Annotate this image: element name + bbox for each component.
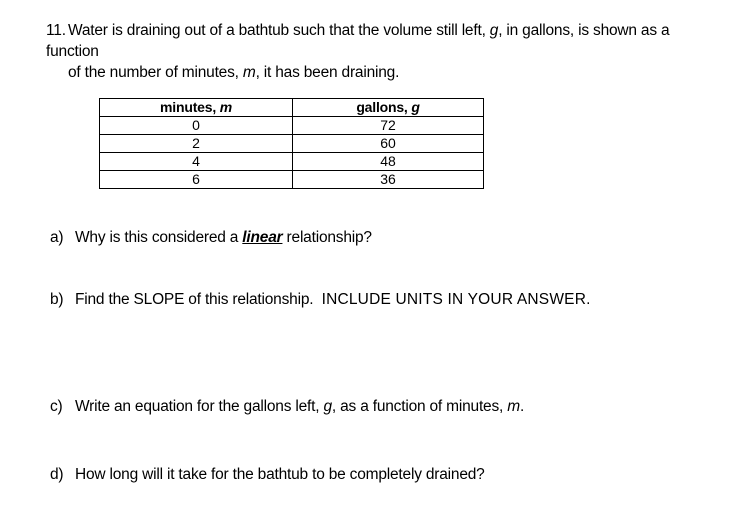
question-c-text-before: Write an equation for the gallons left, [75, 398, 324, 415]
problem-text-2b: , it has been draining. [255, 64, 400, 81]
table-row [100, 117, 484, 135]
problem-text-1b: , in gallons, is shown as a function [46, 22, 670, 60]
header-gallons: gallons, g [293, 99, 484, 117]
question-c [50, 397, 524, 417]
cell-gallons: 36 [293, 171, 484, 189]
table-header-row [100, 99, 484, 117]
question-c-text-after: . [519, 398, 525, 415]
question-a-text-after: relationship? [282, 229, 372, 246]
cell-minutes: 2 [100, 135, 293, 153]
question-a [50, 228, 372, 248]
question-b [50, 290, 591, 310]
question-d-letter: d) [50, 466, 64, 483]
problem-line-1 [46, 20, 726, 62]
question-b-caps: INCLUDE UNITS IN YOUR ANSWER. [321, 291, 591, 308]
question-b-text: Find the SLOPE of this relationship. [75, 291, 322, 308]
problem-text-2a: of the number of minutes, [68, 64, 243, 81]
variable-g: g [489, 22, 499, 39]
data-table [99, 98, 484, 189]
question-a-letter: a) [50, 229, 64, 246]
question-d-text: How long will it take for the bathtub to be completely drained? [75, 466, 485, 483]
table-row [100, 153, 484, 171]
table-row [100, 135, 484, 153]
question-a-emphasis: linear [242, 229, 283, 246]
variable-m: m [242, 64, 256, 81]
problem-number: 11. [46, 22, 66, 39]
table-row [100, 171, 484, 189]
question-c-var-g: g [323, 398, 332, 415]
cell-minutes: 4 [100, 153, 293, 171]
question-c-var-m: m [507, 398, 520, 415]
cell-gallons: 72 [293, 117, 484, 135]
problem-statement [46, 20, 726, 83]
question-a-text-before: Why is this considered a [75, 229, 243, 246]
question-c-letter: c) [50, 398, 63, 415]
cell-minutes: 0 [100, 117, 293, 135]
question-b-letter: b) [50, 291, 64, 308]
question-d [50, 465, 485, 485]
cell-gallons: 60 [293, 135, 484, 153]
cell-minutes: 6 [100, 171, 293, 189]
problem-text-1a: Water is draining out of a bathtub such that the volume still left, [68, 22, 490, 39]
problem-line-2 [46, 62, 726, 83]
question-c-text-mid: , as a function of minutes, [331, 398, 508, 415]
cell-gallons: 48 [293, 153, 484, 171]
header-minutes: minutes, m [100, 99, 293, 117]
